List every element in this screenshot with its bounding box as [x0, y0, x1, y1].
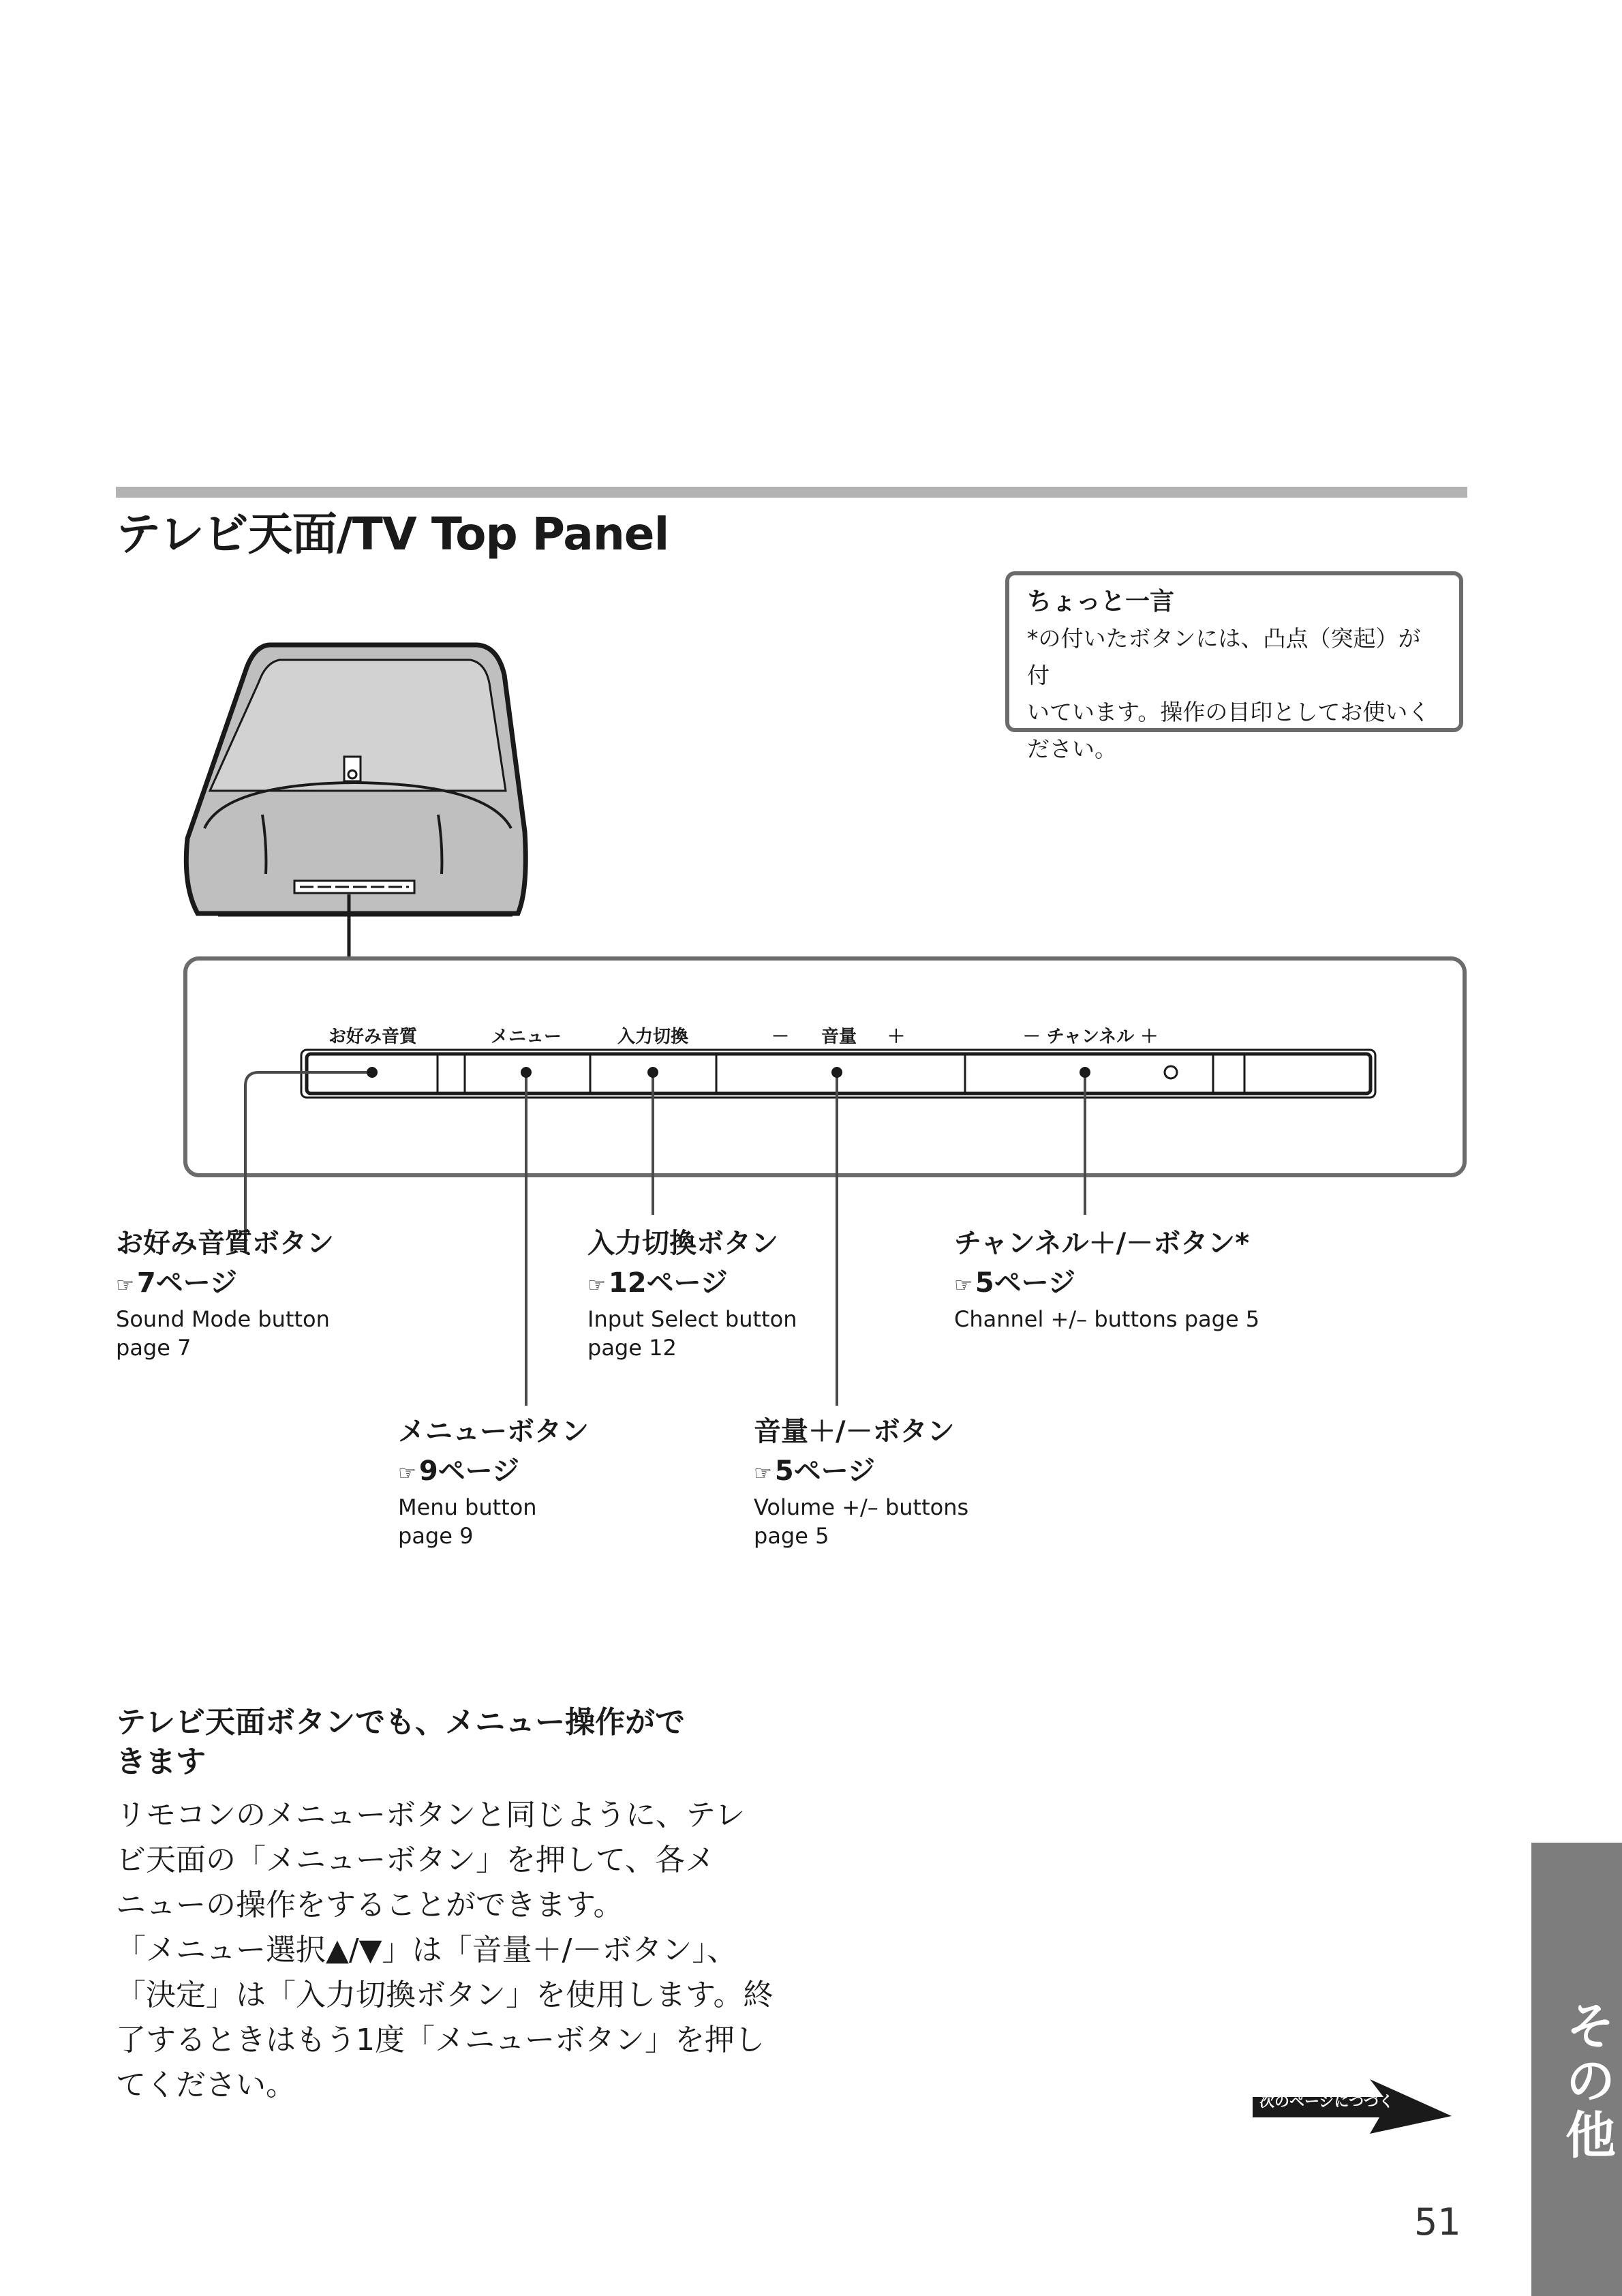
panel-label-volume-plus: ＋ — [887, 1027, 905, 1047]
pointing-hand-icon: ☞ — [398, 1462, 416, 1485]
callout-english-page: page 5 — [754, 1523, 829, 1549]
page-title: テレビ天面/TV Top Panel — [116, 508, 669, 560]
callout-english: Channel +/– buttons page 5 — [954, 1306, 1260, 1332]
callout-title: お好み音質ボタン — [116, 1228, 334, 1259]
tv-illustration — [186, 645, 525, 915]
tip-title: ちょっと一言 — [1027, 588, 1175, 616]
callout-english: Sound Mode button — [116, 1306, 330, 1332]
callout-title: 音量＋/－ボタン — [754, 1416, 955, 1447]
panel-label-volume-minus: － — [771, 1027, 789, 1047]
callout-title: 入力切換ボタン — [587, 1228, 778, 1259]
panel-label-input: 入力切換 — [617, 1027, 688, 1047]
callout-title: チャンネル＋/－ボタン* — [954, 1228, 1250, 1259]
page-reference: ☞ 12ページ — [587, 1267, 728, 1299]
section-body — [116, 1793, 774, 2108]
panel-label-volume: 音量 — [821, 1027, 857, 1047]
next-page-label: 次のページにつづく — [1259, 2094, 1394, 2111]
pointing-hand-icon: ☞ — [954, 1273, 973, 1297]
pointing-hand-icon: ☞ — [587, 1273, 606, 1297]
callout-english: Volume +/– buttons — [754, 1494, 969, 1520]
pointing-hand-icon: ☞ — [116, 1273, 134, 1297]
pointing-hand-icon: ☞ — [754, 1462, 772, 1485]
callout-english-page: page 7 — [116, 1335, 192, 1361]
body-line: 「決定」は「入力切換ボタン」を使用します。終 — [116, 1978, 774, 2012]
page-reference: ☞ 5ページ — [754, 1455, 875, 1487]
body-line: ニューの操作をすることができます。 — [116, 1888, 624, 1922]
section-title-line: テレビ天面ボタンでも、メニュー操作がで — [116, 1705, 686, 1740]
callout-menu — [398, 1411, 589, 1550]
panel-frame — [185, 958, 1465, 1175]
section-title-line: きます — [116, 1744, 206, 1779]
page-reference: ☞ 9ページ — [398, 1455, 519, 1487]
callout-sound-mode — [116, 1223, 334, 1362]
page-number: 51 — [1414, 2201, 1461, 2244]
page-reference: ☞ 5ページ — [954, 1267, 1075, 1299]
panel-label-channel: － チャンネル ＋ — [1022, 1027, 1159, 1047]
callout-input — [587, 1223, 797, 1362]
callout-title: メニューボタン — [398, 1416, 589, 1447]
callout-english: Input Select button — [587, 1306, 797, 1332]
tip-line: *の付いたボタンには、凸点（突起）が付 — [1027, 625, 1421, 689]
body-line: ビ天面の「メニューボタン」を押して、各メ — [116, 1843, 716, 1877]
body-line: リモコンのメニューボタンと同じように、テレ — [116, 1798, 746, 1832]
callout-english-page: page 9 — [398, 1523, 474, 1549]
side-section-tab — [1531, 1843, 1622, 2296]
tip-line: ださい。 — [1027, 736, 1117, 762]
body-line: 了するときはもう1度「メニューボタン」を押し — [116, 2023, 765, 2057]
body-line: てください。 — [116, 2068, 296, 2102]
panel-label-menu: メニュー — [490, 1027, 562, 1047]
tip-line: いています。操作の目印としてお使いく — [1027, 699, 1430, 725]
body-line: 「メニュー選択▲/▼」は「音量＋/－ボタン」、 — [116, 1933, 737, 1967]
callout-volume — [754, 1411, 968, 1550]
callout-english-page: page 12 — [587, 1335, 677, 1361]
section-title — [116, 1703, 770, 1782]
side-tab-label: その他 — [1557, 1999, 1616, 2163]
callout-channel — [954, 1223, 1259, 1333]
page-reference: ☞ 7ページ — [116, 1267, 237, 1299]
callout-english: Menu button — [398, 1494, 537, 1520]
panel-label-sound-mode: お好み音質 — [328, 1027, 417, 1047]
